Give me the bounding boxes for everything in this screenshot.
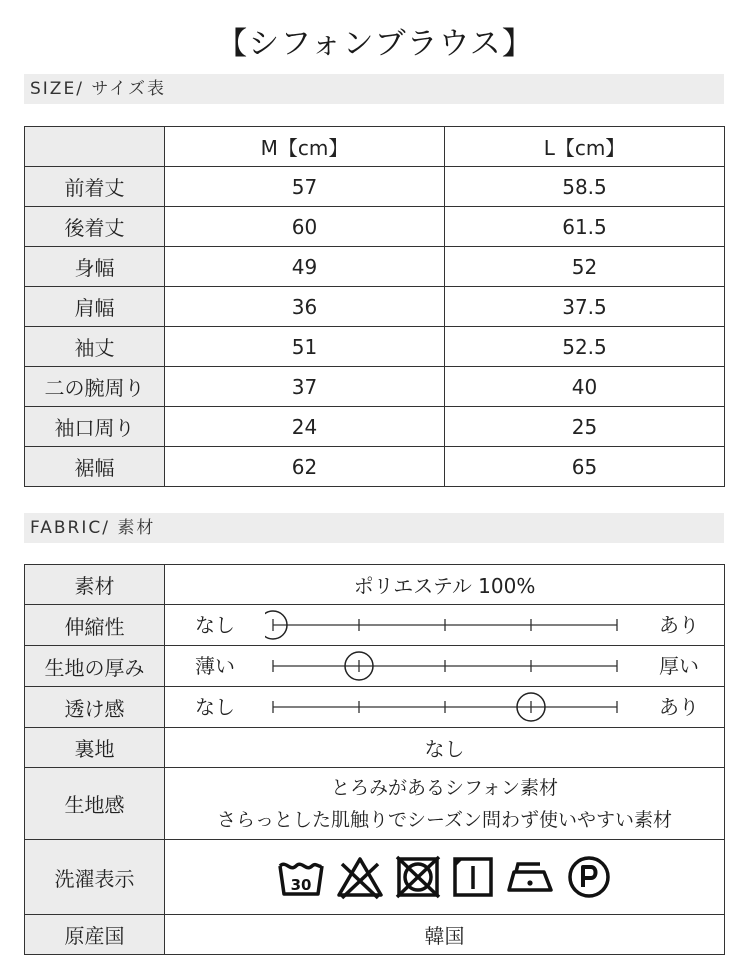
scale-track bbox=[265, 605, 625, 645]
fabric-row-origin bbox=[25, 915, 725, 955]
fabric-row-stretch bbox=[25, 605, 725, 646]
size-l-value: 25 bbox=[445, 407, 725, 447]
fabric-label: 生地の厚み bbox=[25, 646, 165, 687]
fabric-row-feel bbox=[25, 768, 725, 840]
scale-left-label: 薄い bbox=[195, 654, 235, 678]
fabric-label: 裏地 bbox=[25, 728, 165, 768]
size-row-label: 二の腕周り bbox=[25, 367, 165, 407]
size-l-value: 58.5 bbox=[445, 167, 725, 207]
fabric-row-care bbox=[25, 840, 725, 915]
line-dry-shade-icon bbox=[451, 854, 495, 900]
size-m-value: 62 bbox=[165, 447, 445, 487]
size-row-label: 肩幅 bbox=[25, 287, 165, 327]
wash-temp-label: 30 bbox=[290, 876, 312, 894]
fabric-row-sheerness bbox=[25, 687, 725, 728]
no-bleach-icon bbox=[335, 854, 385, 900]
fabric-row-material bbox=[25, 565, 725, 605]
size-row-label: 裾幅 bbox=[25, 447, 165, 487]
thickness-scale bbox=[165, 646, 724, 686]
material-value: ポリエステル 100% bbox=[165, 565, 725, 605]
fabric-label: 生地感 bbox=[25, 768, 165, 840]
scale-right-label: 厚い bbox=[659, 654, 699, 678]
size-l-value: 52.5 bbox=[445, 327, 725, 367]
lining-value: なし bbox=[165, 728, 725, 768]
size-l-value: 52 bbox=[445, 247, 725, 287]
fabric-label: 原産国 bbox=[25, 915, 165, 955]
feel-line-2: さらっとした肌触りでシーズン問わず使いやすい素材 bbox=[216, 808, 673, 831]
size-table bbox=[24, 126, 725, 487]
fabric-row-thickness bbox=[25, 646, 725, 687]
no-tumble-dry-icon bbox=[394, 854, 442, 900]
fabric-label: 洗濯表示 bbox=[25, 840, 165, 915]
scale-track bbox=[265, 687, 625, 727]
size-header-row bbox=[25, 127, 725, 167]
size-l-value: 40 bbox=[445, 367, 725, 407]
size-row bbox=[25, 367, 725, 407]
size-m-value: 24 bbox=[165, 407, 445, 447]
sheerness-scale bbox=[165, 687, 724, 727]
scale-track bbox=[265, 646, 625, 686]
stretch-scale bbox=[165, 605, 724, 645]
size-row-label: 前着丈 bbox=[25, 167, 165, 207]
size-m-value: 51 bbox=[165, 327, 445, 367]
size-row-label: 後着丈 bbox=[25, 207, 165, 247]
origin-value: 韓国 bbox=[165, 915, 725, 955]
size-m-value: 49 bbox=[165, 247, 445, 287]
dry-clean-p-icon bbox=[565, 854, 613, 900]
feel-line-1: とろみがあるシフォン素材 bbox=[330, 776, 559, 799]
fabric-label: 伸縮性 bbox=[25, 605, 165, 646]
size-m-value: 57 bbox=[165, 167, 445, 207]
size-row-label: 袖口周り bbox=[25, 407, 165, 447]
size-row bbox=[25, 327, 725, 367]
size-section-heading: SIZE/ サイズ表 bbox=[24, 74, 724, 104]
size-row bbox=[25, 167, 725, 207]
size-row bbox=[25, 447, 725, 487]
scale-left-label: なし bbox=[195, 695, 235, 719]
fabric-label: 透け感 bbox=[25, 687, 165, 728]
scale-left-label: なし bbox=[195, 613, 235, 637]
size-l-value: 61.5 bbox=[445, 207, 725, 247]
size-header-corner bbox=[25, 127, 165, 167]
fabric-row-lining bbox=[25, 728, 725, 768]
scale-right-label: あり bbox=[659, 695, 699, 719]
size-col-m: M【cm】 bbox=[165, 127, 445, 167]
size-m-value: 36 bbox=[165, 287, 445, 327]
size-l-value: 37.5 bbox=[445, 287, 725, 327]
size-l-value: 65 bbox=[445, 447, 725, 487]
fabric-label: 素材 bbox=[25, 565, 165, 605]
size-col-l: L【cm】 bbox=[445, 127, 725, 167]
size-row-label: 袖丈 bbox=[25, 327, 165, 367]
page-title: 【シフォンブラウス】 bbox=[216, 26, 534, 62]
wash-30-tub-icon bbox=[276, 854, 326, 900]
care-symbols bbox=[165, 840, 725, 915]
iron-low-icon bbox=[504, 854, 556, 900]
fabric-table bbox=[24, 564, 725, 955]
scale-right-label: あり bbox=[659, 613, 699, 637]
feel-description bbox=[165, 768, 725, 840]
size-row-label: 身幅 bbox=[25, 247, 165, 287]
size-row bbox=[25, 407, 725, 447]
size-m-value: 37 bbox=[165, 367, 445, 407]
size-row bbox=[25, 287, 725, 327]
size-row bbox=[25, 247, 725, 287]
fabric-section-heading: FABRIC/ 素材 bbox=[24, 513, 724, 543]
size-m-value: 60 bbox=[165, 207, 445, 247]
size-row bbox=[25, 207, 725, 247]
